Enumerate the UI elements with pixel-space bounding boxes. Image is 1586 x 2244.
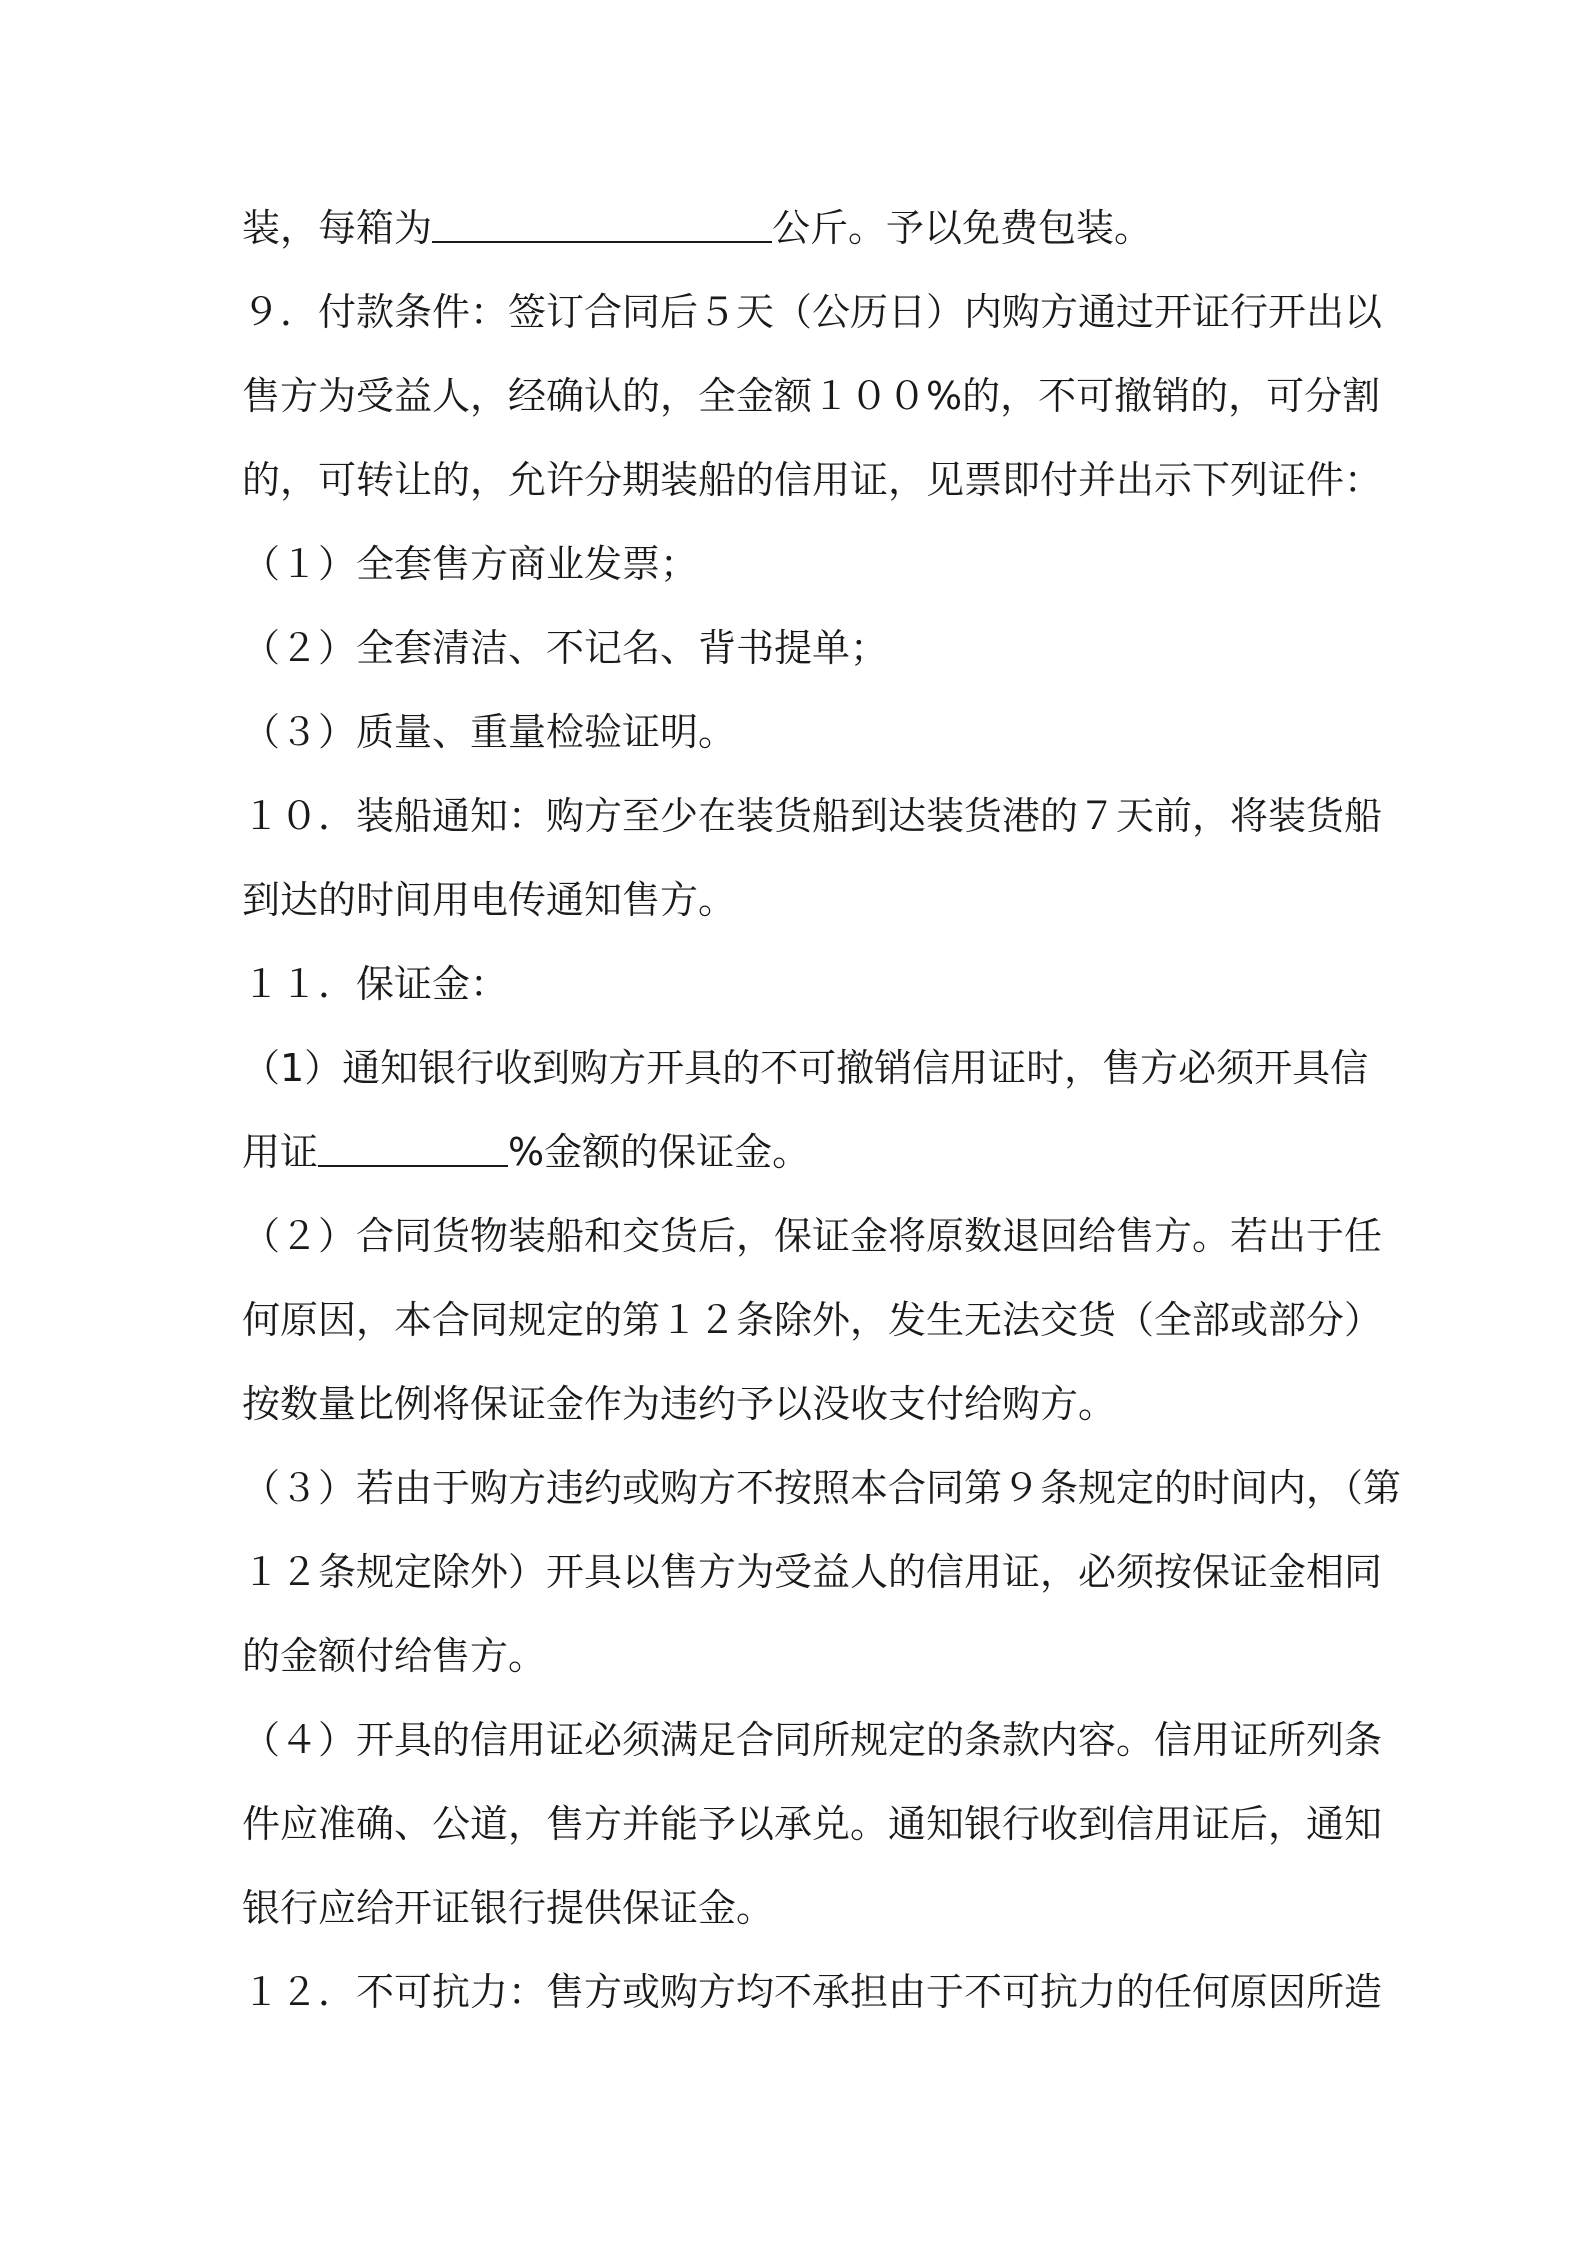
text-line-9: 到达的时间用电传通知售方。 (242, 878, 737, 922)
text-line-21: 银行应给开证银行提供保证金。 (242, 1886, 775, 1930)
fill-in-blank-percent[interactable] (318, 1125, 508, 1167)
text-line-22: １２．不可抗力：售方或购方均不承担由于不可抗力的任何原因所造 (242, 1970, 1383, 2014)
text-line-19: （４）开具的信用证必须满足合同所规定的条款内容。信用证所列条 (242, 1718, 1383, 1762)
text-line-4: 的，可转让的，允许分期装船的信用证，见票即付并出示下列证件： (242, 458, 1383, 502)
text-line-10: １１．保证金： (242, 962, 509, 1006)
text-line-12 (242, 1122, 1352, 1182)
text-line-13: （２）合同货物装船和交货后，保证金将原数退回给售方。若出于任 (242, 1214, 1383, 1258)
text-line-6: （２）全套清洁、不记名、背书提单； (242, 626, 889, 670)
text-line-16: （３）若由于购方违约或购方不按照本合同第９条规定的时间内，（第 (242, 1466, 1402, 1510)
text-line-8: １０．装船通知：购方至少在装货船到达装货港的７天前，将装货船 (242, 794, 1383, 838)
text-line-17: １２条规定除外）开具以售方为受益人的信用证，必须按保证金相同 (242, 1550, 1383, 1594)
text-line-1 (242, 198, 1352, 258)
text-line-20: 件应准确、公道，售方并能予以承兑。通知银行收到信用证后，通知 (242, 1802, 1383, 1846)
text-line-11: （1）通知银行收到购方开具的不可撤销信用证时，售方必须开具信 (242, 1046, 1369, 1090)
text-segment: 公斤。予以免费包装。 (772, 206, 1153, 250)
text-line-18: 的金额付给售方。 (242, 1634, 547, 1678)
text-segment: %金额的保证金。 (508, 1130, 811, 1174)
text-segment: 用证 (242, 1130, 319, 1174)
text-line-3: 售方为受益人，经确认的，全金额１００%的，不可撤销的，可分割 (242, 374, 1381, 418)
fill-in-blank-weight[interactable] (432, 201, 772, 243)
text-segment: 装，每箱为 (242, 206, 433, 250)
text-line-15: 按数量比例将保证金作为违约予以没收支付给购方。 (242, 1382, 1117, 1426)
text-line-7: （３）质量、重量检验证明。 (242, 710, 737, 754)
text-line-2: ９．付款条件：签订合同后５天（公历日）内购方通过开证行开出以 (242, 290, 1383, 334)
text-line-5: （１）全套售方商业发票； (242, 542, 699, 586)
text-line-14: 何原因，本合同规定的第１２条除外，发生无法交货（全部或部分） (242, 1298, 1383, 1342)
